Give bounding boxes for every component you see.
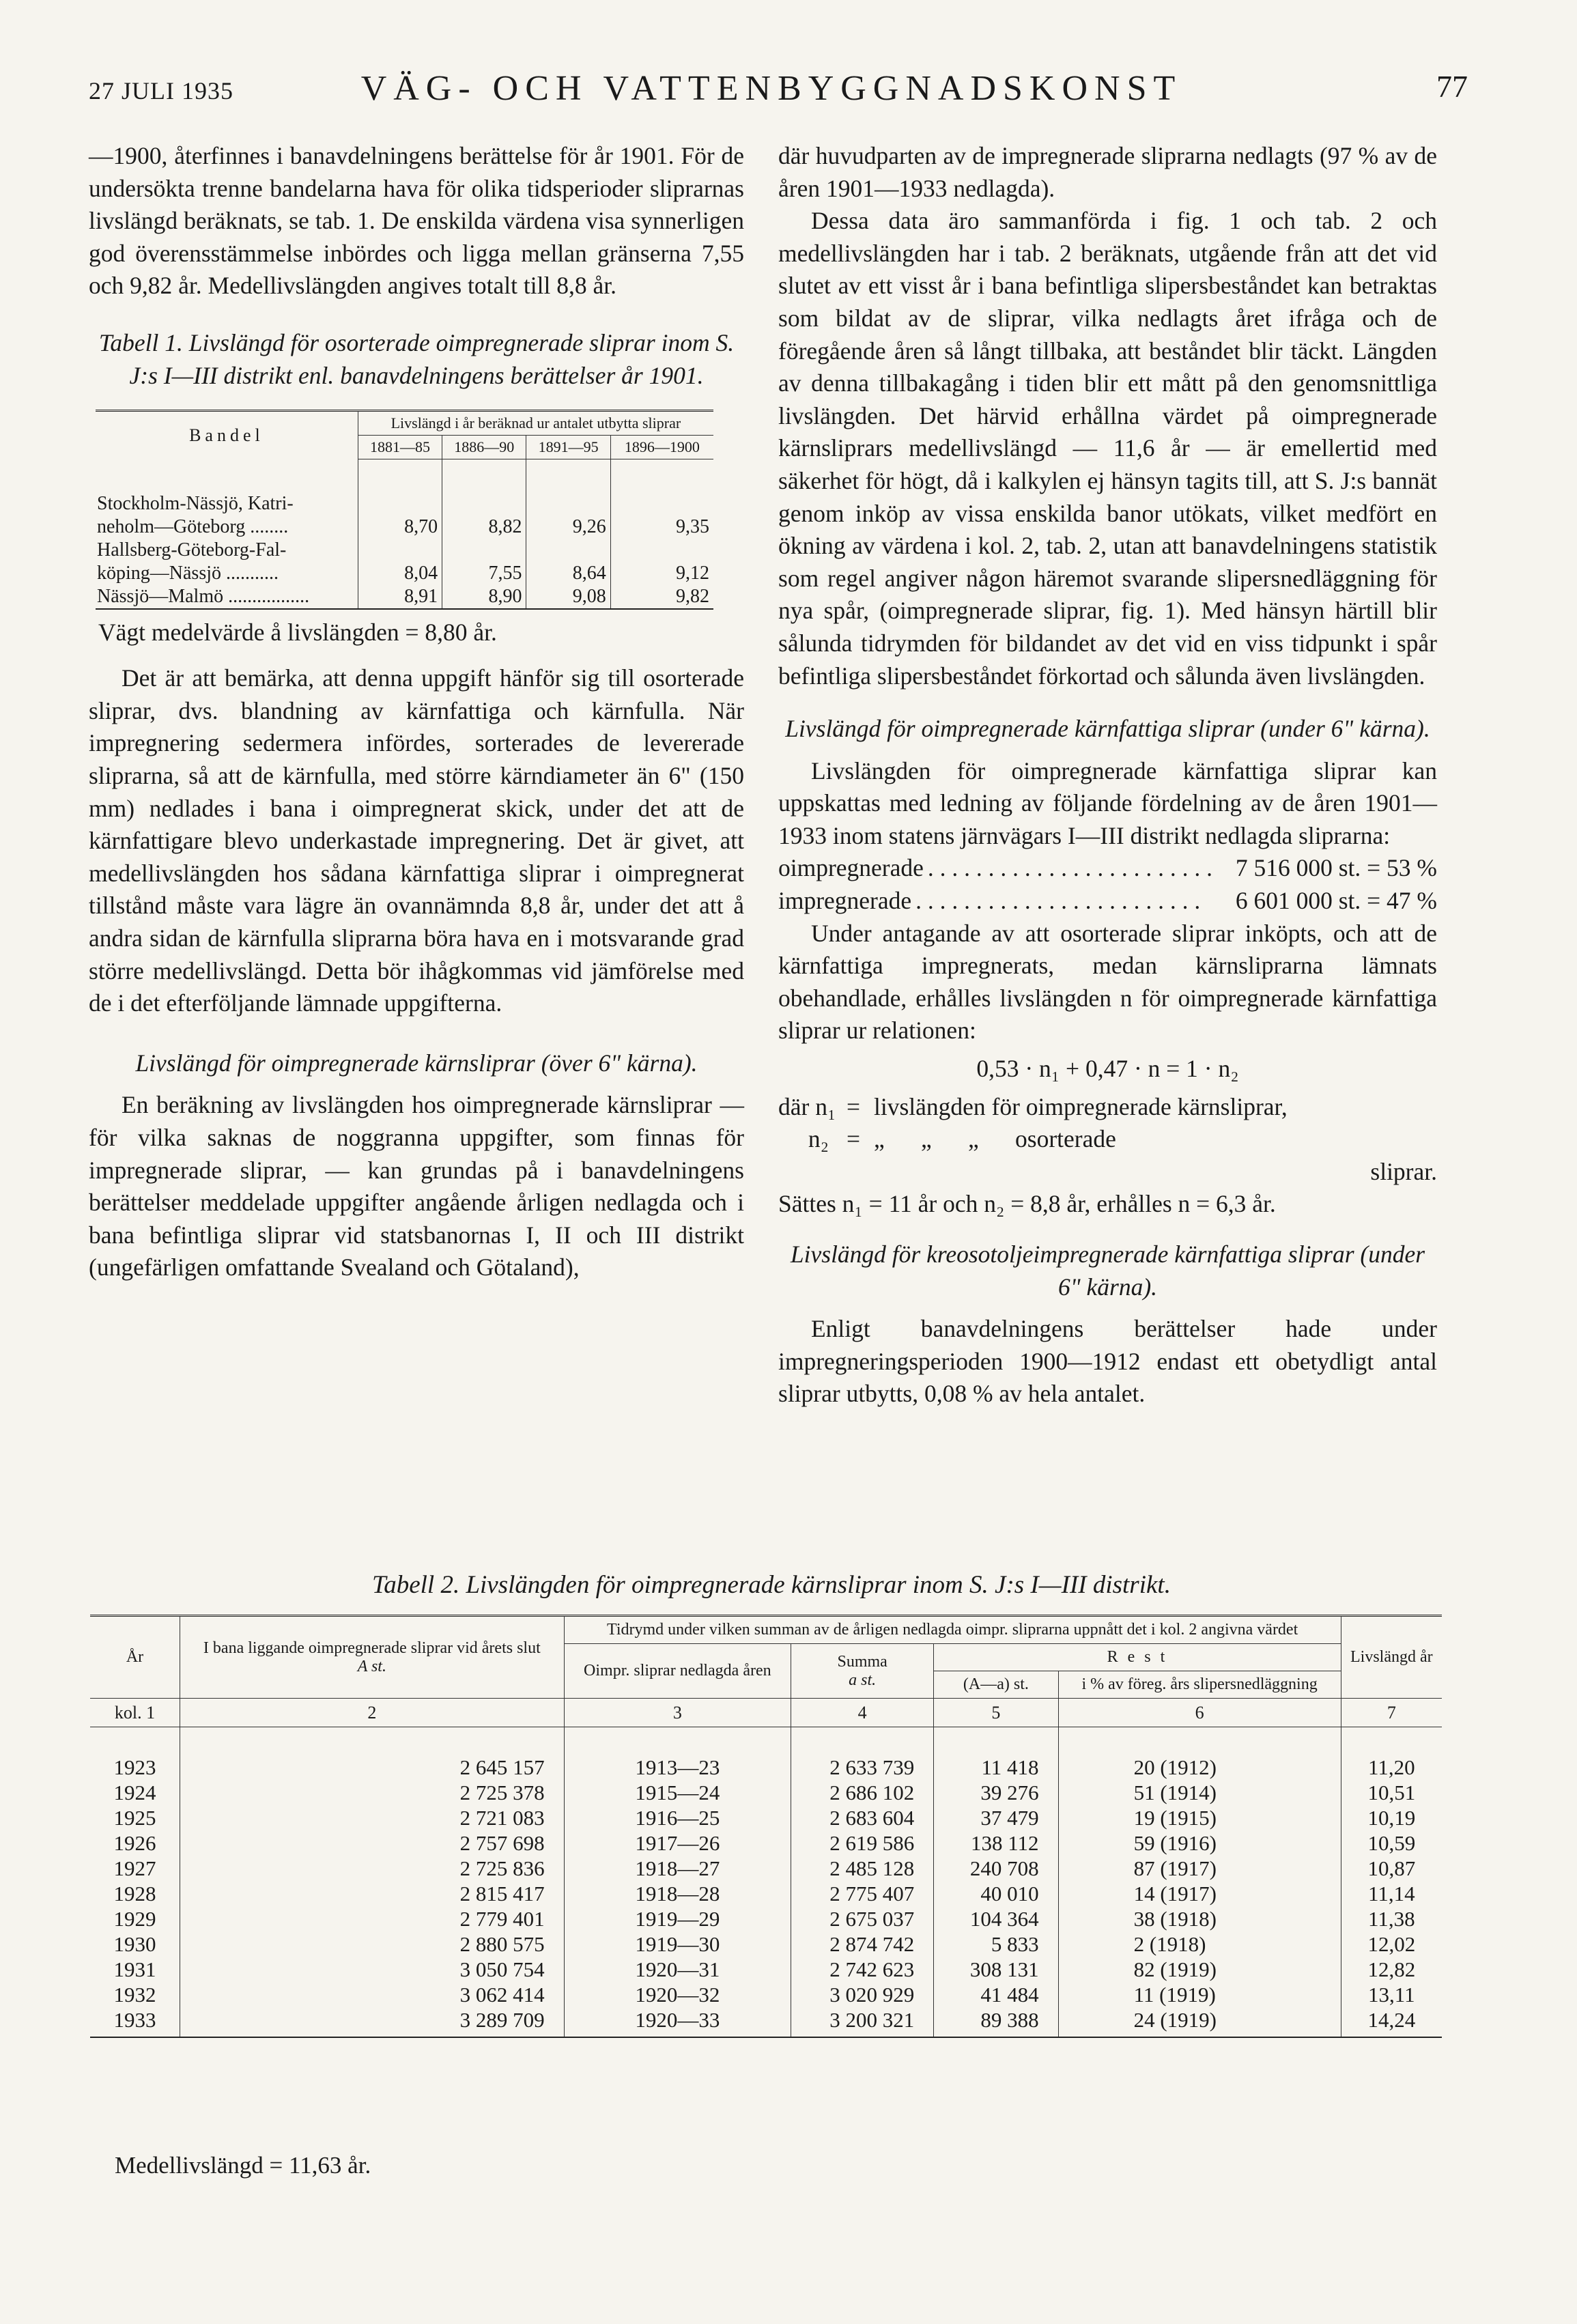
- life-cell: 14,24: [1341, 2007, 1442, 2037]
- page-number: 77: [1436, 69, 1468, 104]
- rest-cell: 40 010: [934, 1881, 1058, 1906]
- leader-dots: . . . . . . . . . . . . . . . . . . . . . . . .: [927, 854, 1213, 882]
- paragraph: Det är att bemärka, att denna uppgift hänför sig till osorterade sliprar, dvs. blandning av kärnfattiga och kärnfulla. När impregnering sedermera infördes, sorterades de levererade sliprarna, så att de kärnfulla, med större kärndiameter än 6" (150 mm) nedlades i bana i oimpregnerat skick, under det att de kärnfattigare blevo underkastade impregnering. Det är givet, att medellivslängden hos sådana kärnfattiga sliprar i oimpregnerat tillstånd måste vara lägre än ovannämnda 8,8 år, under det att å andra sidan de kärnfulla sliprarna böra hava en i motsvarande grad större medellivslängd. Detta bör ihågkommas vid jämförelse med de i det efterföljande lämnade uppgifterna.: [89, 664, 744, 1017]
- table-row: [96, 585, 713, 609]
- period-cell: 1918—28: [564, 1881, 791, 1906]
- rest-pct-cell: 19 (1915): [1058, 1805, 1341, 1830]
- legend-equals: =: [846, 1092, 861, 1120]
- inbana-cell: 2 815 417: [180, 1881, 565, 1906]
- rest-cell: 39 276: [934, 1780, 1058, 1805]
- table-cell: 9,35: [610, 459, 713, 539]
- rest-pct-cell: 87 (1917): [1058, 1856, 1341, 1881]
- rest-pct-cell: 59 (1916): [1058, 1830, 1341, 1856]
- right-column: [778, 140, 1437, 1411]
- sum-cell: 2 619 586: [791, 1830, 934, 1856]
- col-header-inbana-text: I bana liggande oimpregnerade sliprar vid årets slut: [203, 1639, 541, 1657]
- table-row: [96, 539, 713, 585]
- sum-cell: 2 686 102: [791, 1780, 934, 1805]
- rest-cell: 37 479: [934, 1805, 1058, 1830]
- rest-cell: 240 708: [934, 1856, 1058, 1881]
- table-cell: 8,90: [442, 585, 526, 609]
- column-number: 6: [1058, 1699, 1341, 1727]
- col-header-period: Oimpr. sliprar nedlagda åren: [564, 1644, 791, 1699]
- inbana-cell: 2 725 378: [180, 1780, 565, 1805]
- table-cell: 7,55: [442, 539, 526, 585]
- column-number-row: [90, 1699, 1442, 1727]
- life-cell: 10,51: [1341, 1780, 1442, 1805]
- period-cell: 1916—25: [564, 1805, 791, 1830]
- sum-cell: 2 485 128: [791, 1856, 934, 1881]
- paragraph: En beräkning av livslängden hos oimpregnerade kärnsliprar — för vilka saknas de noggranna uppgifter, som finnas för impregnerade sliprar, — kan grundas på i banavdelningens berättelser meddelade uppgifter angående årligen nedlagda och i bana befintliga sliprar vid statsbanornas I, II och III distrikt (ungefärligen omfattande Svealand och Götaland),: [89, 1091, 744, 1281]
- paragraph: —1900, återfinnes i banavdelningens berättelse för år 1901. För de undersökta trenne bandelarna hava för olika tidsperioder sliprarnas livslängd beräknats, se tab. 1. De enskilda värdena visa synnerligen god överensstämmelse inbördes och ligga mellan gränserna 7,55 och 9,82 år. Medellivslängden angives totalt till 8,8 år.: [89, 142, 744, 300]
- col-header-sum-text: Summa: [837, 1652, 887, 1671]
- bandel-name: Nässjö—Malmö .................: [97, 585, 310, 607]
- rest-cell: 89 388: [934, 2007, 1058, 2037]
- table-cell: 9,82: [610, 585, 713, 609]
- legend-symbol: n₂: [808, 1125, 829, 1153]
- col-header-rest-diff: (A—a) st.: [934, 1671, 1058, 1699]
- table-cell: 9,26: [526, 459, 610, 539]
- section-heading: Livslängd för oimpregnerade kärnsliprar (över 6" kärna).: [135, 1049, 698, 1077]
- col-header-group: Tidrymd under vilken summan av de årligen nedlagda oimpr. sliprarna uppnått det i kol. 2 angivna värdet: [564, 1616, 1341, 1644]
- table2-body: [90, 1727, 1442, 2038]
- formula: 0,53 · n₁ + 0,47 · n = 1 · n₂: [976, 1055, 1239, 1083]
- table-row: [90, 1982, 1442, 2007]
- column-number: 7: [1341, 1699, 1442, 1727]
- col-header-bandel: Bandel: [189, 425, 264, 445]
- col-header-group: Livslängd i år beräknad ur antalet utbytta sliprar: [358, 411, 713, 436]
- col-header-year: År: [90, 1616, 180, 1699]
- table-row: [90, 1805, 1442, 1830]
- paragraph: Enligt banavdelningens berättelser hade under impregneringsperioden 1900—1912 endast ett obetydligt antal sliprar utbytts, 0,08 % av hela antalet.: [778, 1315, 1437, 1408]
- life-cell: 13,11: [1341, 1982, 1442, 2007]
- legend-equals: =: [846, 1125, 861, 1153]
- list-label: impregnerade: [778, 887, 912, 915]
- sum-cell: 2 775 407: [791, 1881, 934, 1906]
- period-cell: 1920—31: [564, 1957, 791, 1982]
- column-number: 4: [791, 1699, 934, 1727]
- col-header-inbana-unit: A st.: [357, 1657, 386, 1675]
- sum-cell: 2 683 604: [791, 1805, 934, 1830]
- section-heading: Livslängd för oimpregnerade kärnfattiga sliprar (under 6" kärna).: [785, 715, 1430, 743]
- inbana-cell: 2 721 083: [180, 1805, 565, 1830]
- table-cell: 8,82: [442, 459, 526, 539]
- list-label: oimpregnerade: [778, 854, 924, 882]
- paragraph: Sättes n₁ = 11 år och n₂ = 8,8 år, erhålles n = 6,3 år.: [778, 1190, 1276, 1218]
- table-row: [90, 1906, 1442, 1931]
- life-cell: 10,19: [1341, 1805, 1442, 1830]
- rest-cell: 308 131: [934, 1957, 1058, 1982]
- paragraph: Under antagande av att osorterade sliprar inköpts, och att de kärnfattiga impregnerats, medan kärnsliprarna lämnats obehandlade, erhålles livslängden n för oimpregnerade kärnfattiga sliprar ur relationen:: [778, 919, 1437, 1045]
- inbana-cell: 2 880 575: [180, 1931, 565, 1957]
- table-cell: 8,04: [358, 539, 442, 585]
- rest-pct-cell: 38 (1918): [1058, 1906, 1341, 1931]
- table-cell: 8,91: [358, 585, 442, 609]
- year-cell: 1925: [113, 1806, 156, 1830]
- rest-cell: 5 833: [934, 1931, 1058, 1957]
- col-header-period: 1886—90: [442, 436, 526, 459]
- sum-cell: 2 874 742: [791, 1931, 934, 1957]
- year-cell: 1932: [113, 1983, 156, 2007]
- rest-cell: 11 418: [934, 1727, 1058, 1781]
- section-heading: Livslängd för kreosotoljeimpregnerade kärnfattiga sliprar (under 6" kärna).: [790, 1241, 1425, 1301]
- column-number: kol. 1: [90, 1699, 180, 1727]
- year-cell: 1931: [113, 1957, 156, 1981]
- table-2: [90, 1615, 1442, 2038]
- table-1: [96, 410, 713, 610]
- column-number: 3: [564, 1699, 791, 1727]
- period-cell: 1920—33: [564, 2007, 791, 2037]
- paragraph: där huvudparten av de impregnerade sliprarna nedlagts (97 % av de åren 1901—1933 nedlagda).: [778, 142, 1437, 202]
- year-cell: 1926: [113, 1831, 156, 1855]
- sum-cell: 3 200 321: [791, 2007, 934, 2037]
- year-cell: 1928: [113, 1882, 156, 1905]
- col-header-sum: [791, 1644, 934, 1699]
- table1-caption: [89, 327, 744, 392]
- issue-date: 27 JULI 1935: [89, 77, 233, 104]
- inbana-cell: 3 289 709: [180, 2007, 565, 2037]
- col-header-life: Livslängd år: [1341, 1616, 1442, 1699]
- col-header-rest: R e s t: [934, 1644, 1341, 1671]
- table-row: [96, 459, 713, 539]
- rest-pct-cell: 82 (1919): [1058, 1957, 1341, 1982]
- bandel-name: neholm—Göteborg ........: [97, 515, 289, 537]
- table-cell: 9,12: [610, 539, 713, 585]
- year-cell: 1929: [113, 1907, 156, 1931]
- journal-title: VÄG- OCH VATTENBYGGNADSKONST: [360, 69, 1182, 108]
- rest-cell: 41 484: [934, 1982, 1058, 2007]
- table-row: [90, 1830, 1442, 1856]
- page-header: [89, 68, 1468, 123]
- inbana-cell: 3 062 414: [180, 1982, 565, 2007]
- rest-pct-cell: 20 (1912): [1058, 1727, 1341, 1781]
- period-cell: 1920—32: [564, 1982, 791, 2007]
- sum-cell: 3 020 929: [791, 1982, 934, 2007]
- inbana-cell: 2 779 401: [180, 1906, 565, 1931]
- legend-text: sliprar.: [1370, 1157, 1437, 1185]
- table-cell: 9,08: [526, 585, 610, 609]
- year-cell: 1933: [113, 2008, 156, 2032]
- list-value: 7 516 000 st. = 53 %: [1235, 854, 1437, 882]
- legend-text: „ „ „ osorterade: [874, 1125, 1116, 1153]
- table1-footer: Vägt medelvärde å livslängden = 8,80 år.: [98, 618, 497, 646]
- life-cell: 10,59: [1341, 1830, 1442, 1856]
- period-cell: 1915—24: [564, 1780, 791, 1805]
- left-column: [89, 140, 744, 1284]
- legend-symbol: där n₁: [778, 1092, 836, 1120]
- year-cell: 1927: [113, 1856, 156, 1880]
- rest-pct-cell: 24 (1919): [1058, 2007, 1341, 2037]
- year-cell: 1924: [113, 1781, 156, 1804]
- sum-cell: 2 633 739: [791, 1727, 934, 1781]
- table-cell: 8,70: [358, 459, 442, 539]
- paragraph: Dessa data äro sammanförda i fig. 1 och tab. 2 och medellivslängden har i tab. 2 beräknats, utgående från att det vid slutet av ett visst år i bana befintliga slipersbeståndet kan betraktas som bildat av de sliprar, vilka nedlagts året ifråga och de föregående åren så långt tillbaka, att beståndet blir täckt. Längden av denna tillbakagång i tiden blir ett mått på den genomsnittliga livslängden. Det härvid erhållna värdet på oimpregnerade kärnsliprars medellivslängd — 11,6 år — är emellertid med säkerhet för högt, då i kalkylen ej hänsyn tagits till, att S. J:s bannät genom inköp av vissa enskilda banor utökats, vilket medfört en ökning av värdena i kol. 2, tab. 2, utan att banavdelningens statistik som regel angiver någon häremot svarande slipersnedläggning för nya spår, (oimpregnerade sliprar, fig. 1). Med hänsyn härtill blir sålunda tidrymden för bildandet av det vid en viss tidpunkt i spår befintliga slipersbeståndet förkortad och sålunda även livslängden.: [778, 207, 1437, 690]
- col-header-inbana: [180, 1616, 565, 1699]
- table-row: [90, 1727, 1442, 1781]
- rest-pct-cell: 2 (1918): [1058, 1931, 1341, 1957]
- leader-dots: . . . . . . . . . . . . . . . . . . . . . . . .: [915, 887, 1201, 915]
- table-row: [90, 2007, 1442, 2037]
- period-cell: 1917—26: [564, 1830, 791, 1856]
- table1-caption-label: Tabell 1.: [98, 328, 183, 356]
- inbana-cell: 3 050 754: [180, 1957, 565, 1982]
- bandel-name: Stockholm-Nässjö, Katri-: [97, 492, 294, 514]
- life-cell: 12,82: [1341, 1957, 1442, 1982]
- table-row: [90, 1957, 1442, 1982]
- life-cell: 11,20: [1341, 1727, 1442, 1781]
- bandel-name: Hallsberg-Göteborg-Fal-: [97, 539, 287, 561]
- year-cell: 1923: [113, 1755, 156, 1779]
- list-item: [778, 885, 1437, 918]
- table-row: [90, 1931, 1442, 1957]
- life-cell: 10,87: [1341, 1856, 1442, 1881]
- formula-legend: [778, 1091, 1437, 1189]
- period-cell: 1919—29: [564, 1906, 791, 1931]
- column-number: 5: [934, 1699, 1058, 1727]
- table2-caption: Tabell 2. Livslängden för oimpregnerade kärnsliprar inom S. J:s I—III distrikt.: [372, 1571, 1171, 1599]
- sum-cell: 2 675 037: [791, 1906, 934, 1931]
- table-row: [90, 1780, 1442, 1805]
- col-header-sum-unit: a st.: [849, 1671, 877, 1689]
- table-row: [90, 1856, 1442, 1881]
- table-row: [90, 1881, 1442, 1906]
- inbana-cell: 2 757 698: [180, 1830, 565, 1856]
- col-header-rest-pct: i % av föreg. års slipersnedläggning: [1058, 1671, 1341, 1699]
- life-cell: 11,38: [1341, 1906, 1442, 1931]
- col-header-period: 1891—95: [526, 436, 610, 459]
- life-cell: 11,14: [1341, 1881, 1442, 1906]
- period-cell: 1918—27: [564, 1856, 791, 1881]
- table-cell: 8,64: [526, 539, 610, 585]
- list-value: 6 601 000 st. = 47 %: [1235, 887, 1437, 915]
- legend-text: livslängden för oimpregnerade kärnsliprar,: [874, 1092, 1288, 1120]
- rest-pct-cell: 14 (1917): [1058, 1881, 1341, 1906]
- period-cell: 1919—30: [564, 1931, 791, 1957]
- rest-cell: 138 112: [934, 1830, 1058, 1856]
- rest-cell: 104 364: [934, 1906, 1058, 1931]
- year-cell: 1930: [113, 1932, 156, 1956]
- table1-caption-text: Livslängd för osorterade oimpregnerade sliprar inom S. J:s I—III distrikt enl. banavdelningens berättelser år 1901.: [129, 328, 735, 389]
- sum-cell: 2 742 623: [791, 1957, 934, 1982]
- col-header-period: 1896—1900: [610, 436, 713, 459]
- inbana-cell: 2 645 157: [180, 1727, 565, 1781]
- table2-footer: Medellivslängd = 11,63 år.: [115, 2152, 371, 2179]
- paragraph: Livslängden för oimpregnerade kärnfattiga sliprar kan uppskattas med ledning av följande fördelning av de åren 1901—1933 inom statens järnvägars I—III distrikt nedlagda sliprarna:: [778, 756, 1437, 849]
- bandel-name: köping—Nässjö ...........: [97, 562, 279, 584]
- rest-pct-cell: 11 (1919): [1058, 1982, 1341, 2007]
- column-number: 2: [180, 1699, 565, 1727]
- col-header-period: 1881—85: [358, 436, 442, 459]
- list-item: [778, 852, 1437, 885]
- life-cell: 12,02: [1341, 1931, 1442, 1957]
- rest-pct-cell: 51 (1914): [1058, 1780, 1341, 1805]
- inbana-cell: 2 725 836: [180, 1856, 565, 1881]
- period-cell: 1913—23: [564, 1727, 791, 1781]
